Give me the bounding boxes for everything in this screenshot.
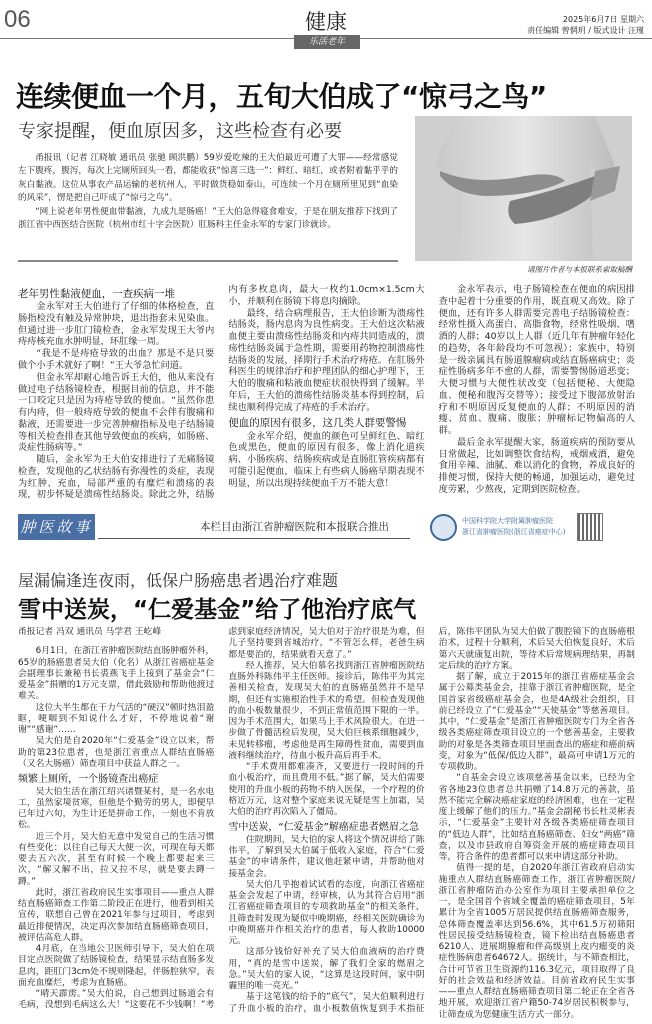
article-subheadline: 专家提醒，便血原因多，这些检查有必要 bbox=[18, 121, 342, 142]
article-subheadline: 屋漏偏逢连夜雨，低保户肠癌患者遇治疗难题 bbox=[18, 571, 339, 590]
body-paragraph: 金永军介绍，便血的颜色可呈鲜红色、暗红色或黑色，便血的原因有很多，像上消化道疾病、小肠疾病、结肠疾病或是直肠肛管疾病都有可能引起便血，临床上有些病人肠癌早期表现不明显，所以出现持续便血千万不能大意！ bbox=[228, 430, 425, 489]
section-heading: 频繁上厕所，一个肠镜查出癌症 bbox=[18, 774, 159, 785]
article-lead bbox=[18, 152, 398, 232]
article-body bbox=[18, 627, 635, 1021]
page-number: 06 bbox=[4, 6, 31, 33]
lead-paragraph: 甬报讯（记者 江晓敏 通讯员 张驰 顾洪鹏）59岁爱吃辣的王大伯最近可遭了大罪——经常感觉左下腹疼，腹泻，每次上完厕所回头一看，都能收获“惊喜三选一”：鲜红、暗红，或者附着黏乎乎的灰白黏液。这位从事农产品运输的老杭州人，平时做货稳如泰山，可连续一个月在厕所里见到“血染的风采”，愣是把自己吓成了“惊弓之鸟”。 bbox=[18, 153, 398, 204]
body-paragraph: 最后金永军提醒大家，肠道疾病的预防要从日常做起，比如调整饮食结构，戒烟戒酒，避免食用辛辣、油腻、难以消化的食物，养成良好的排便习惯，保持大便的畅通，加强运动，避免过度劳累，少熬夜，定期到医院检查。 bbox=[438, 436, 635, 496]
article-photo bbox=[415, 116, 632, 261]
patient-holding-abdomen-image bbox=[415, 116, 632, 261]
body-paragraph: 此时，浙江省政府民生实事项目——重点人群结直肠癌筛查工作第二阶段正在进行，他看到相关宣传，联想自己曾在2021年参与过项目，考虑到最近排便情况，决定再次参加结直肠癌筛查项目，被评估高危人群。 bbox=[18, 887, 215, 943]
body-paragraph: “晴天霹雳。”吴大伯说，自己想到过肠道会有毛病，没想到毛病这么大！“这要花不少钱啊！”考虑到家庭经济情况，吴大伯对于治疗很是为难，但儿子坚持要到省城治疗，“不管怎么样，老爸生病都是要治的，结果就看天意了。” bbox=[18, 627, 425, 1011]
article-body bbox=[18, 284, 635, 501]
editor-credits: 责任编辑 曾惘玥 / 版式设计 汪瑾 bbox=[527, 26, 644, 35]
section-heading: 老年男性黏液便血，一查疾病一堆 bbox=[18, 288, 176, 300]
article-headline: 雪中送炭，“仁爱基金”给了他治疗底气 bbox=[18, 597, 417, 623]
body-paragraph: “我是不是痔疮导致的出血？那是不是只要做个小手术就好了啊！”王大爷急忙问道。 bbox=[18, 348, 215, 371]
body-paragraph: 值得一提的是，自2020年浙江省政府启动实施重点人群结直肠癌筛查工作，浙江省肿瘤医院/浙江省肿瘤防治办公室作为项目主要承担单位之一，是全国首个省域全覆盖的癌症筛查项目，5年累计为全省1005万居民提供结直肠癌筛查服务，总体筛查覆盖率达到56.6%，其中61.5万初筛阳性居民接受结肠镜检查，镜下检出结直肠癌患者6210人、进展期腺瘤和伴高级别上皮内瘤变的炎症性肠病患者64672人。据统计，与不筛查相比，合计可节省卫生资源约116.3亿元，项目取得了良好的社会效益和经济效益。目前省政府民生实事——重点人群结直肠癌筛查项目第二轮正在全省各地开展，欢迎浙江省户籍50-74岁居民积极参与，让筛查成为您健康生活方式一部分。 bbox=[438, 863, 635, 1020]
body-paragraph: 据了解，成立于2015年的浙江省癌症基金会属于公募类基金会，挂靠于浙江省肿瘤医院，是全国首家省级癌症基金会，也是4A级社会组织，目前已经设立了“仁爱基金”“天使基金”等慈善项目。其中，“仁爱基金”是浙江省肿瘤医院专门为全省各级各类癌症筛查项目设立的一个慈善基金，主要救助的对象是各类筛查项目里面查出的癌症和癌前病变，对象为“低保/低边人群”，最高可申请1万元的专项救助。 bbox=[438, 672, 635, 772]
article-headline: 连续便血一个月，五旬大伯成了“惊弓之鸟” bbox=[16, 80, 547, 113]
header-meta bbox=[527, 14, 644, 36]
body-paragraph: 最终，结合病理报告，王大伯诊断为溃疡性结肠炎，肠内息肉为良性病变。王大伯这次粘液血便主要由溃疡性结肠炎和内痔共同造成的，溃疡性结肠炎属于急性期，需要用药物控制溃疡性结肠炎的发展，择期行手术治疗痔疮。在肛肠外科医生的规律治疗和护理团队的细心护理下，王大伯的腹痛和粘液血便症状很快得到了缓解。半年后，王大伯的溃疡性结肠炎基本得到控制，后续也顺利得完成了痔疮的手术治疗。 bbox=[228, 307, 425, 413]
body-paragraph: 近三个月，吴大伯无意中发觉自己的生活习惯有些变化：以往自己每天大便一次，可现在每天都要去五六次，甚至有时候一个晚上都要起来三次，“解又解不出，拉又拉不尽，就是要去蹲一蹲。” bbox=[18, 831, 215, 887]
body-paragraph: “自基金会设立该项慈善基金以来，已经为全省各地23位患者总共捐赠了14.8万元的善款，虽然不能完全解决癌症家庭的经济困难，也在一定程度上缓解了他们的压力。”基金会副秘书长杜灵彬表示，“仁爱基金”主要针对各级各类癌症筛查项目的“低边人群”，比如结直肠癌筛查、妇女“两癌”筛查，以及市县政府自筹资金开展的癌症筛查项目等，符合条件的患者都可以来申请这部分补助。 bbox=[438, 773, 635, 862]
body-paragraph: 吴大伯生活在浙江绍兴诸暨某村，是一名水电工，虽然家境贫寒，但他是个勤劳的男人，即便早已年过六旬，为生计还是拼命工作，一刻也不肯放松。 bbox=[18, 786, 215, 831]
body-paragraph: 住院期间，吴大伯的家人将这个情况讲给了陈伟平，了解到吴大伯属于低收入家庭，符合“仁爱基金”的申请条件，建议他赶紧申请，并帮助他对接基金会。 bbox=[228, 834, 425, 879]
body-paragraph: 基于这笔钱的给予的“底气”，吴大伯顺利进行了升血小板的治疗，血小板数值恢复到手术指征后，陈伟平团队为吴大伯做了腹腔镜下的直肠癌根治术，过程十分顺利，术后吴大伯恢复良好，术后第六天就康复出院，等待术后常规病理结果，再制定后续的治疗方案。 bbox=[228, 627, 635, 1014]
hospital-logo-icon bbox=[430, 514, 457, 541]
divider bbox=[18, 260, 398, 262]
body-paragraph: 吴大伯几乎抱着试试看的态度，向浙江省癌症基金会发起了申请，经审核，认为其符合启用“浙江省癌症筛查项目的专项救助基金”的相关条件，且筛查时发现为疑似中晚期癌，经相关医院确诊为中晚期癌并作相关治疗的患者，每人救助10000元。 bbox=[228, 879, 425, 947]
body-paragraph: 吴大伯是自2020年“仁爱基金”设立以来，帮助的第23位患者，也是浙江省重点人群结直肠癌（又名大肠癌）筛查项目中获益人群之一。 bbox=[18, 736, 215, 769]
section-heading: 便血的原因有很多，这几类人群要警惕 bbox=[228, 417, 407, 430]
body-paragraph: 但金永军却耐心地告诉王大伯，他从来没有做过电子结肠镜检查，根据目前的信息，并不能一口咬定只是因为痔疮导致的便血。“虽然你患有内痔，但一般痔疮导致的便血不会伴有腹痛和黏液，还需要进一步完善肿瘤指标及电子结肠镜等相关检查排查其他导致便血的疾病，如肠癌、炎症性肠病等。” bbox=[18, 371, 215, 454]
body-paragraph: “手术费用都难凑齐，又要进行一段时间的升血小板治疗，而且费用不低。”据了解，吴大伯需要使用的升血小板的药物不纳入医保，一个疗程的价格近万元，这对整个家庭来说无疑是雪上加霜，吴大伯的治疗再次陷入了僵局。 bbox=[228, 762, 425, 817]
body-paragraph: 经人推荐，吴大伯慕名找到浙江省肿瘤医院结直肠外科陈伟平主任医师。接诊后，陈伟平为其完善相关检查，发现吴大伯的直肠癌虽然并不是早期，但还有实施根治性手术的希望。但检查发现他的血小板数量很少，不到正常值范围下限的一半。因为手术范围大，如果马上手术风险很大。在进一步做了骨髓活检后发现，吴大伯巨核系细胞减少，未见转移瘤，考虑他是再生障碍性贫血，需要到血液科继续治疗，待血小板升高后再手术。 bbox=[228, 660, 425, 761]
body-paragraph: 6月1日，在浙江省肿瘤医院结直肠肿瘤外科，65岁的肠癌患者吴大伯（化名）从浙江省癌症基金会副理事长兼秘书长裘燕飞手上接到了基金会“仁爱基金”捐赠的1万元支票，借此鼓励和帮助他渡过难关。 bbox=[18, 646, 215, 702]
body-paragraph: 这部分钱恰好补充了吴大伯血液病的治疗费用，“真的是雪中送炭，解了我们全家的燃眉之急。”吴大伯的家人说，“这算是这段时间，家中阴霾里的唯一亮光。” bbox=[228, 947, 425, 992]
body-paragraph: 4月底，在当地公卫医师引导下，吴大伯在项目定点医院做了结肠镜检查，结果显示结直肠多发息肉，距肛门3cm处不规则隆起，伴肠腔狭窄，表面充血糜烂，考虑为直肠癌。 bbox=[18, 944, 215, 988]
lead-paragraph: “网上说老年男性便血带黏液，九成九是肠癌！”王大伯急得寝食难安，于是在朋友推荐下找到了浙江省中西医结合医院（杭州市红十字会医院）肛肠科主任金永军的专家门诊就诊。 bbox=[18, 206, 398, 231]
body-paragraph: 这位大半生都在干力气活的“硬汉”顿时热泪盈眶，哽咽到不知说什么才好，不停地说着“谢谢”“感谢”…… bbox=[18, 702, 215, 735]
issue-date: 2025年6月7日 星期六 bbox=[562, 15, 644, 24]
section-heading: 雪中送炭，“仁爱基金”解癌症患者燃眉之急 bbox=[228, 822, 419, 834]
body-paragraph: 金永军表示，电子肠镜检查在便血的病因排查中起着十分重要的作用，既直观又高效。除了便血，还有许多人群需要完善电子结肠镜检查：经常性摄入高蛋白、高脂食物，经常性吸烟、嗜酒的人群；40岁以上人群（近几年有肿瘤年轻化的趋势，各年龄段均不可忽视）；家族中，特别是一级亲属具有肠道腺瘤病或结直肠癌病史；炎症性肠病多年不愈的人群，需要警惕肠道恶变；大便习惯与大便性状改变（包括便秘、大便隐血、便秘和腹泻交替等）；接受过下腹部放射治疗和不明原因反复便血的人群；不明原因的消瘦、贫血、腹痛、腹胀；肿瘤标记物偏高的人群。 bbox=[438, 284, 635, 437]
byline: 甬报记者 冯双 通讯员 马学君 王屹峰 bbox=[18, 627, 162, 637]
body-paragraph: 金永军对王大伯进行了仔细的体格检查，直肠指检没有触及异常肿块，退出指套未见染血。但通过进一步肛门镜检查，金永军发现王大爷内痔痔核充血水肿明显，环肛缘一周。 bbox=[18, 301, 215, 348]
column-tag: 肿医故事 bbox=[18, 514, 95, 540]
hospital-name-line: 浙江省肿瘤医院(浙江省癌症中心) bbox=[462, 528, 566, 536]
hospital-name bbox=[462, 516, 572, 538]
body-paragraph: 随后，金永军为王大伯安排进行了无痛肠镜检查，发现他的乙状结肠有弥漫性的炎症，表现为红肿、充血，局部严重的有糜烂和溃疡的表现，初步怀疑是溃疡性结肠炎。除此之外，结肠内有多枚息肉，最大一枚约1.0cm×1.5cm大小，并顺利在肠镜下将息肉摘除。 bbox=[18, 284, 425, 501]
divider bbox=[98, 538, 410, 539]
qr-code-icon bbox=[577, 513, 603, 541]
hospital-name-line: 中国科学院大学附属肿瘤医院 bbox=[462, 517, 553, 525]
section-title: 健康 bbox=[305, 10, 347, 34]
column-note: 本栏目由浙江省肿瘤医院和本报联合推出 bbox=[200, 521, 389, 533]
photo-caption: 请图片作者与本报联系索取稿酬 bbox=[527, 265, 632, 274]
section-badge: 乐活老年 bbox=[294, 35, 360, 49]
